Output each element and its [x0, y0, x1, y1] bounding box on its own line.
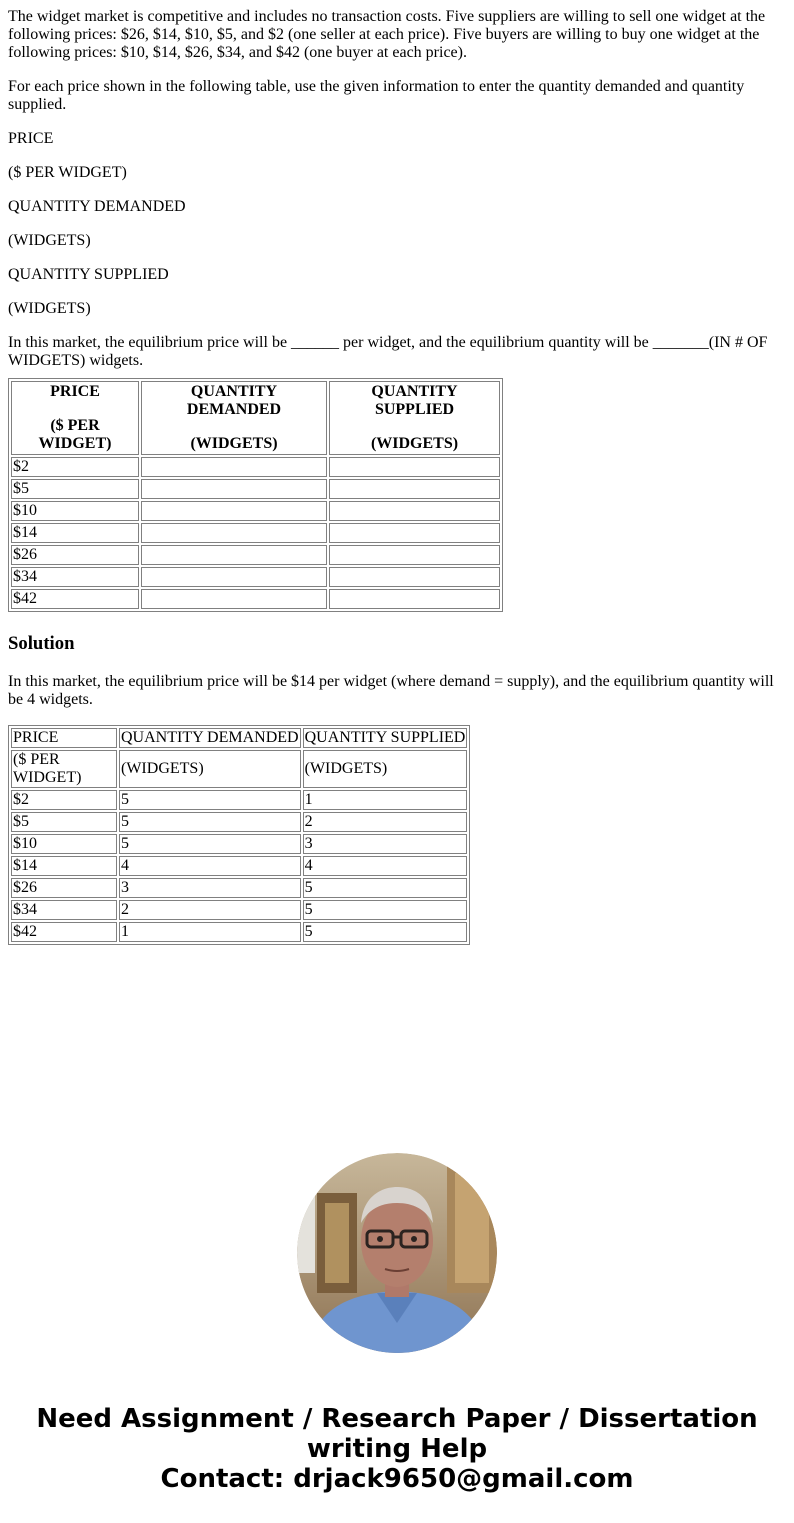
price-cell: $2 — [11, 790, 117, 810]
price-cell: $5 — [11, 479, 139, 499]
header-price: PRICE ($ PER WIDGET) — [11, 381, 139, 455]
header-quantity-demanded: QUANTITY DEMANDED (WIDGETS) — [141, 381, 327, 455]
solution-header-row — [11, 728, 467, 748]
price-cell: $2 — [11, 457, 139, 477]
problem-instruction: For each price shown in the following table, use the given information to enter the quantity demanded and quantity supplied. — [8, 78, 745, 113]
label-demanded-unit: (WIDGETS) — [8, 232, 91, 249]
supplied-cell: 2 — [303, 812, 468, 832]
price-cell: $10 — [11, 834, 117, 854]
solution-unit-demanded: (WIDGETS) — [119, 750, 301, 788]
footer-contact — [0, 1404, 794, 1494]
footer-contact-email: Contact: drjack9650@gmail.com — [160, 1464, 634, 1494]
demanded-cell: 5 — [119, 812, 301, 832]
solution-header-supplied: QUANTITY SUPPLIED — [304, 729, 466, 746]
solution-unit-price: ($ PER WIDGET) — [11, 750, 117, 788]
price-cell: $34 — [11, 567, 139, 587]
supplied-input-cell[interactable] — [329, 501, 500, 521]
demanded-input-cell[interactable] — [141, 545, 327, 565]
solution-header-price: PRICE — [11, 728, 117, 748]
price-cell: $26 — [11, 545, 139, 565]
table-row — [11, 856, 467, 876]
supplied-cell: 1 — [303, 790, 468, 810]
price-cell: $42 — [11, 922, 117, 942]
price-cell: $42 — [11, 589, 139, 609]
label-quantity-supplied: QUANTITY SUPPLIED — [8, 266, 169, 283]
question-table — [8, 378, 503, 612]
avatar-portrait-icon — [297, 1153, 497, 1353]
table-row — [11, 545, 500, 565]
demanded-input-cell[interactable] — [141, 479, 327, 499]
table-row — [11, 501, 500, 521]
solution-table — [8, 725, 470, 945]
price-cell: $10 — [11, 501, 139, 521]
table-row — [11, 523, 500, 543]
demanded-input-cell[interactable] — [141, 567, 327, 587]
demanded-input-cell[interactable] — [141, 523, 327, 543]
solution-text: In this market, the equilibrium price will be $14 per widget (where demand = supply), and the equilibrium quantity will be 4 widgets. — [8, 673, 774, 708]
label-quantity-demanded: QUANTITY DEMANDED — [8, 198, 186, 215]
price-cell: $34 — [11, 900, 117, 920]
price-cell: $5 — [11, 812, 117, 832]
table-row — [11, 812, 467, 832]
demanded-cell: 3 — [119, 878, 301, 898]
solution-header-demanded: QUANTITY DEMANDED — [121, 729, 299, 746]
price-cell: $14 — [11, 856, 117, 876]
label-supplied-unit: (WIDGETS) — [8, 300, 91, 317]
supplied-input-cell[interactable] — [329, 567, 500, 587]
header-quantity-supplied: QUANTITY SUPPLIED (WIDGETS) — [329, 381, 500, 455]
supplied-input-cell[interactable] — [329, 457, 500, 477]
label-price-unit: ($ PER WIDGET) — [8, 164, 127, 181]
supplied-cell: 5 — [303, 922, 468, 942]
table-row — [11, 589, 500, 609]
equilibrium-question: In this market, the equilibrium price will be ______ per widget, and the equilibrium quantity will be _______(IN # OF WIDGETS) widgets. — [8, 334, 768, 369]
supplied-cell: 5 — [303, 878, 468, 898]
table-row — [11, 567, 500, 587]
price-cell: $26 — [11, 878, 117, 898]
demanded-input-cell[interactable] — [141, 501, 327, 521]
solution-unit-supplied: (WIDGETS) — [303, 750, 468, 788]
table-row — [11, 922, 467, 942]
demanded-cell: 4 — [119, 856, 301, 876]
table-row — [11, 834, 467, 854]
supplied-input-cell[interactable] — [329, 523, 500, 543]
footer-line-2: writing Help — [306, 1434, 488, 1464]
price-cell: $14 — [11, 523, 139, 543]
demanded-cell: 1 — [119, 922, 301, 942]
demanded-input-cell[interactable] — [141, 457, 327, 477]
demanded-cell: 2 — [119, 900, 301, 920]
table-row — [11, 457, 500, 477]
table-row — [11, 900, 467, 920]
solution-heading: Solution — [8, 633, 75, 654]
table-row — [11, 878, 467, 898]
label-price: PRICE — [8, 130, 54, 147]
supplied-cell: 4 — [303, 856, 468, 876]
supplied-cell: 3 — [303, 834, 468, 854]
question-table-header — [11, 381, 500, 455]
footer-line-1: Need Assignment / Research Paper / Dissertation — [36, 1404, 758, 1434]
supplied-input-cell[interactable] — [329, 545, 500, 565]
author-avatar — [297, 1153, 497, 1353]
table-row — [11, 790, 467, 810]
supplied-cell: 5 — [303, 900, 468, 920]
supplied-input-cell[interactable] — [329, 479, 500, 499]
supplied-input-cell[interactable] — [329, 589, 500, 609]
table-row — [11, 479, 500, 499]
problem-intro: The widget market is competitive and includes no transaction costs. Five suppliers are willing to sell one widget at the following prices: $26, $14, $10, $5, and $2 (one seller at each price). Five buyers are willing to buy one widget at the following prices: $10, $14, $26, $34, and $42 (one buyer at each price). — [8, 8, 766, 61]
solution-unit-row — [11, 750, 467, 788]
demanded-cell: 5 — [119, 834, 301, 854]
demanded-input-cell[interactable] — [141, 589, 327, 609]
demanded-cell: 5 — [119, 790, 301, 810]
